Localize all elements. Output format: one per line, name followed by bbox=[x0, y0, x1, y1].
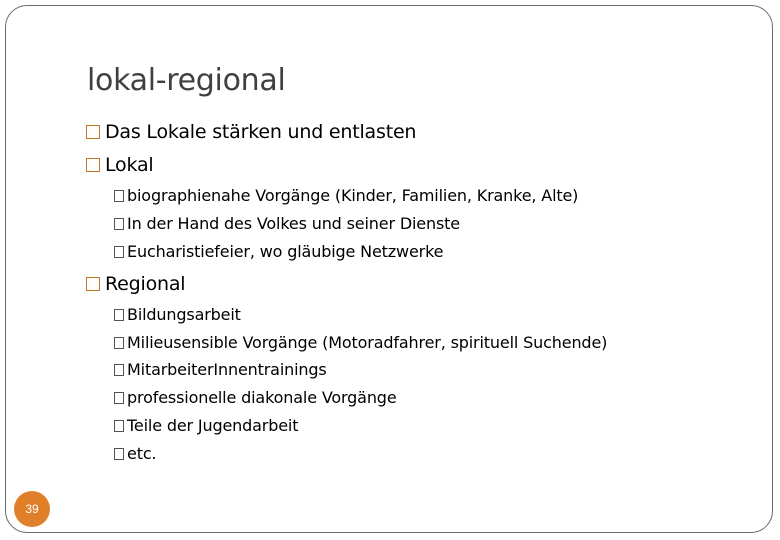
sub-bullet-text: biographienahe Vorgänge (Kinder, Familien, Kranke, Alte) bbox=[127, 186, 579, 205]
square-bullet-icon bbox=[114, 218, 124, 230]
bullet-text: Regional bbox=[105, 273, 186, 295]
sub-bullet-text: etc. bbox=[127, 444, 157, 463]
page-number-badge: 39 bbox=[14, 491, 50, 527]
sub-bullet-item bbox=[114, 333, 607, 352]
sub-bullet-item bbox=[114, 186, 578, 205]
sub-bullet-item bbox=[114, 305, 241, 324]
bullet-text: Das Lokale stärken und entlasten bbox=[105, 121, 417, 143]
sub-bullet-text: Bildungsarbeit bbox=[127, 305, 241, 324]
bullet-item bbox=[86, 273, 185, 295]
sub-bullet-item bbox=[114, 360, 327, 379]
sub-bullet-item bbox=[114, 444, 156, 463]
sub-bullet-item bbox=[114, 242, 443, 261]
square-bullet-icon bbox=[86, 158, 100, 172]
bullet-text: Lokal bbox=[105, 154, 154, 176]
sub-bullet-text: Teile der Jugendarbeit bbox=[127, 416, 299, 435]
sub-bullet-text: Milieusensible Vorgänge (Motoradfahrer, spirituell Suchende) bbox=[127, 333, 608, 352]
sub-bullet-text: professionelle diakonale Vorgänge bbox=[127, 388, 397, 407]
square-bullet-icon bbox=[114, 309, 124, 321]
square-bullet-icon bbox=[86, 125, 100, 139]
slide-title: lokal-regional bbox=[87, 63, 286, 98]
square-bullet-icon bbox=[114, 448, 124, 460]
sub-bullet-text: In der Hand des Volkes und seiner Dienste bbox=[127, 214, 460, 233]
square-bullet-icon bbox=[114, 337, 124, 349]
sub-bullet-item bbox=[114, 214, 460, 233]
square-bullet-icon bbox=[114, 364, 124, 376]
sub-bullet-item bbox=[114, 416, 298, 435]
square-bullet-icon bbox=[86, 277, 100, 291]
bullet-item bbox=[86, 121, 416, 143]
sub-bullet-text: MitarbeiterInnentrainings bbox=[127, 360, 327, 379]
sub-bullet-text: Eucharistiefeier, wo gläubige Netzwerke bbox=[127, 242, 444, 261]
square-bullet-icon bbox=[114, 190, 124, 202]
square-bullet-icon bbox=[114, 246, 124, 258]
square-bullet-icon bbox=[114, 392, 124, 404]
bullet-item bbox=[86, 154, 153, 176]
sub-bullet-item bbox=[114, 388, 397, 407]
square-bullet-icon bbox=[114, 420, 124, 432]
